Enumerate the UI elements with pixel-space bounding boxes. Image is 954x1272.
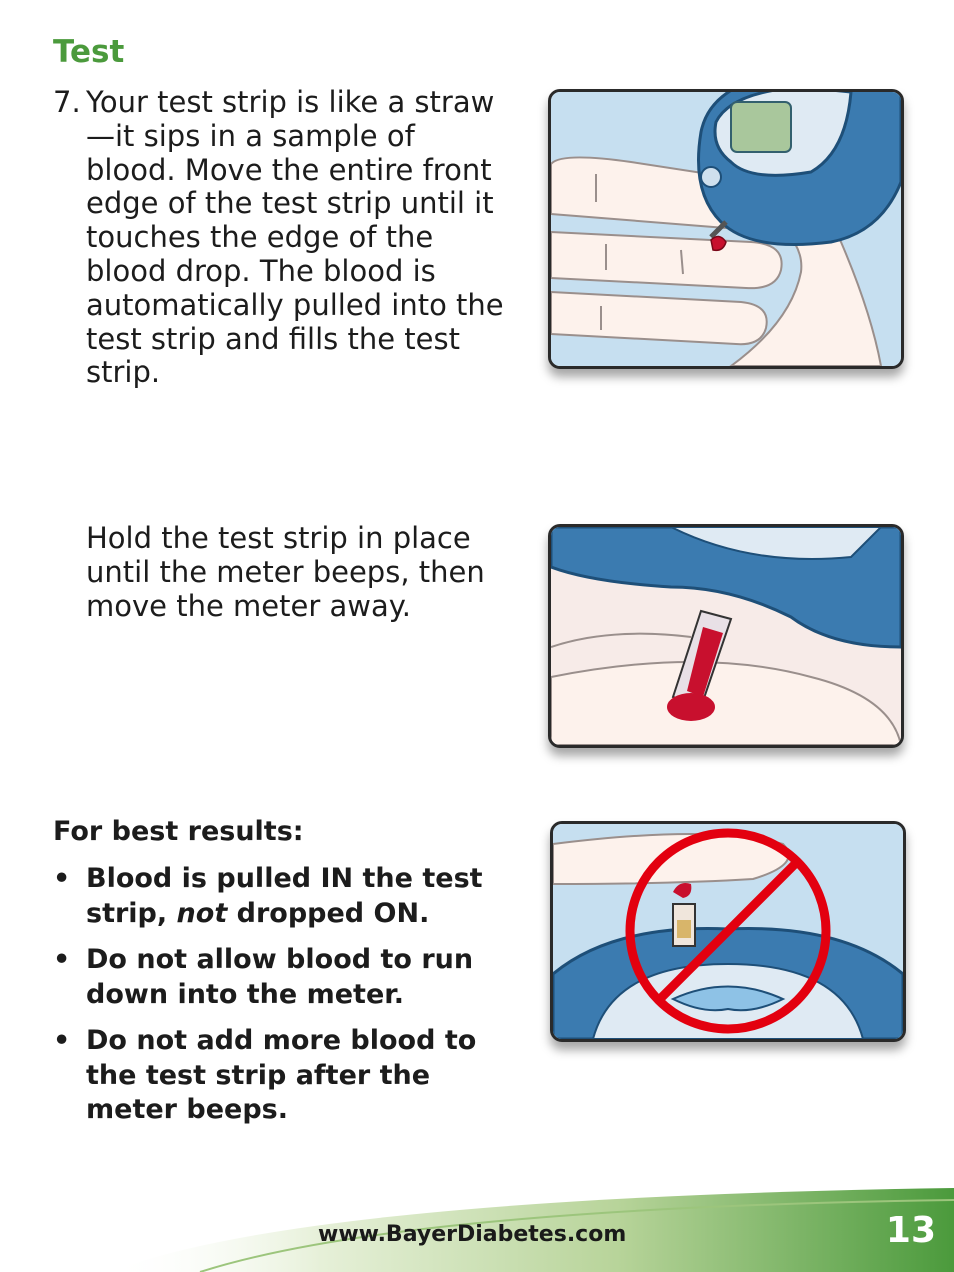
list-item-emphasis: not: [176, 897, 228, 929]
prohibited-drop-illustration: [550, 821, 906, 1042]
bullet-icon: •: [53, 1025, 71, 1056]
list-item-text: Do not add more blood to the test strip after the meter beeps.: [86, 1025, 477, 1125]
best-results-title: For best results:: [53, 816, 304, 847]
footer-band: [0, 1168, 954, 1272]
step-number: 7.: [53, 85, 81, 119]
strip-filling-illustration: [548, 524, 904, 748]
list-item-text-end: dropped ON.: [227, 897, 430, 929]
meter-touching-blood-drop-illustration: [548, 89, 904, 369]
list-item-text: Blood is pulled IN the test strip,: [86, 863, 483, 929]
list-item: [53, 862, 493, 931]
list-item: [53, 1024, 493, 1128]
best-results-list: [53, 862, 493, 1140]
list-item-text: Do not allow blood to run down into the meter.: [86, 944, 474, 1010]
hold-strip-instruction: Hold the test strip in place until the meter beeps, then move the meter away.: [86, 521, 485, 623]
step-7: [53, 86, 508, 390]
list-item: [53, 943, 493, 1012]
bullet-icon: •: [53, 863, 71, 894]
bullet-icon: •: [53, 944, 71, 975]
step-7-text: Your test strip is like a straw—it sips in a sample of blood. Move the entire front edge of the test strip until it touches the edge of the blood drop. The blood is automatically pulled into the test strip and fills the test strip.: [86, 85, 504, 390]
website-url[interactable]: www.BayerDiabetes.com: [318, 1222, 627, 1247]
page-number: 13: [885, 1210, 936, 1251]
section-title: Test: [53, 34, 125, 70]
